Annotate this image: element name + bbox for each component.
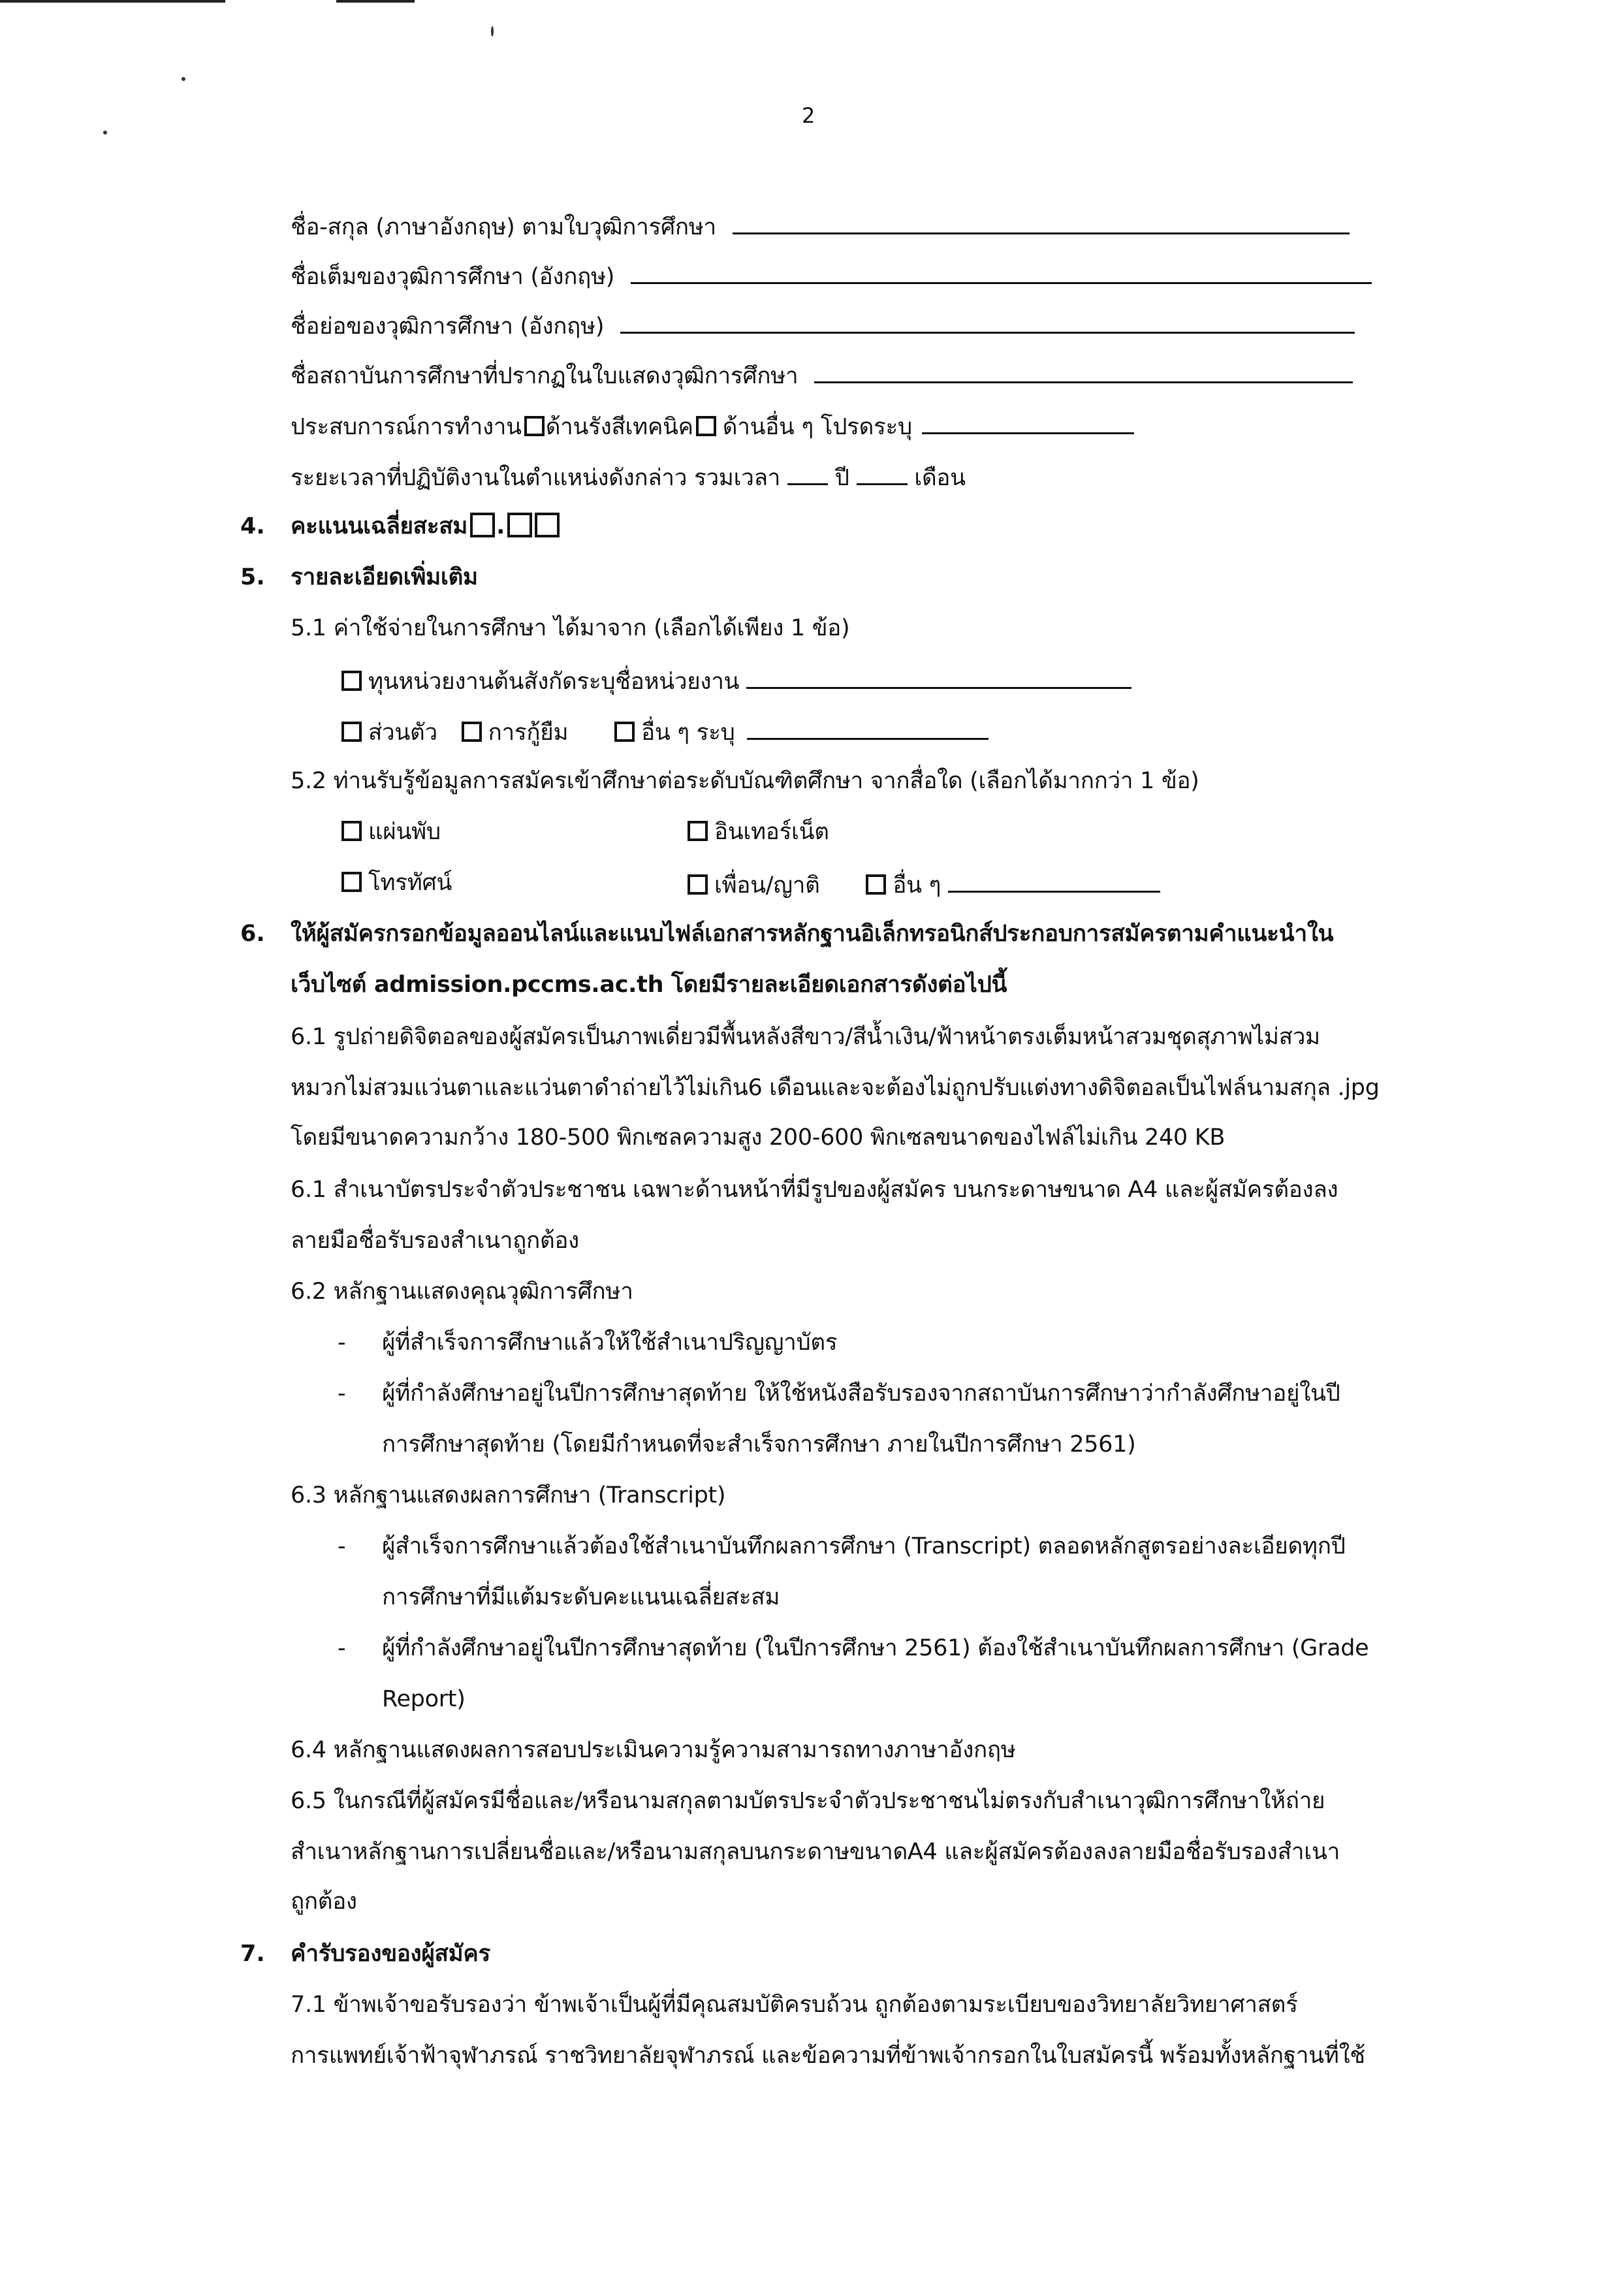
- experience-row: [291, 410, 1134, 441]
- gpa-digit-box[interactable]: [507, 513, 532, 537]
- section-4-number: 4.: [240, 513, 265, 539]
- expense-row-2: [341, 716, 989, 747]
- section-7-number: 7.: [240, 1941, 265, 1967]
- media-other-field[interactable]: [948, 869, 1160, 893]
- institution-row: [291, 359, 1353, 391]
- transcript-graduated-line2: การศึกษาที่มีแต้มระดับคะแนนเฉลี่ยสะสม: [382, 1584, 780, 1610]
- gpa-row: [291, 512, 560, 541]
- scan-speck: [103, 131, 107, 135]
- media-tv-label: โทรทัศน์: [368, 870, 452, 896]
- expense-row-1: [341, 665, 1131, 696]
- declaration-line1: 7.1 ข้าพเจ้าขอรับรองว่า ข้าพเจ้าเป็นผู้ที่มีคุณสมบัติครบถ้วน ถูกต้องตามระเบียบของวิทยาลัยวิทยาศาสตร์: [291, 1992, 1298, 2018]
- media-row-1: [341, 818, 441, 846]
- expense-agency-field[interactable]: [746, 665, 1131, 689]
- experience-other-label: ด้านอื่น ๆ โปรดระบุ: [722, 414, 912, 440]
- scan-edge-mark: [336, 0, 415, 3]
- section-6-number: 6.: [240, 921, 265, 947]
- media-other-label: อื่น ๆ: [893, 872, 942, 899]
- experience-other-field[interactable]: [922, 410, 1134, 434]
- media-row-2: [341, 869, 452, 897]
- expense-other-checkbox[interactable]: [614, 722, 635, 742]
- bullet-dash: -: [338, 1380, 346, 1407]
- media-brochure-checkbox[interactable]: [341, 821, 362, 841]
- photo-requirement-line2: หมวกไม่สวมแว่นตาและแว่นตาดำถ่ายไว้ไม่เกิน6 เดือนและจะต้องไม่ถูกปรับแต่งทางดิจิตอลเป็นไฟล์นามสกุล .jpg: [291, 1075, 1380, 1101]
- degree-full-field[interactable]: [631, 260, 1372, 284]
- media-internet-checkbox[interactable]: [688, 821, 708, 841]
- scan-speck: [491, 26, 494, 37]
- duration-years-field[interactable]: [787, 461, 828, 485]
- expense-agency-label: ทุนหน่วยงานต้นสังกัดระบุชื่อหน่วยงาน: [368, 669, 740, 695]
- expense-personal-label: ส่วนตัว: [368, 720, 437, 746]
- expense-other-label: อื่น ๆ ระบุ: [641, 720, 735, 746]
- section-7-title: คำรับรองของผู้สมัคร: [291, 1941, 490, 1967]
- experience-label: ประสบการณ์การทำงาน: [291, 414, 522, 440]
- bullet-dash: -: [338, 1533, 346, 1559]
- qualification-final-year-line2: การศึกษาสุดท้าย (โดยมีกำหนดที่จะสำเร็จการศึกษา ภายในปีการศึกษา 2561): [382, 1431, 1136, 1458]
- photo-requirement-line3: โดยมีขนาดความกว้าง 180-500 พิกเซลความสูง 200-600 พิกเซลขนาดของไฟล์ไม่เกิน 240 KB: [291, 1124, 1226, 1151]
- expense-other-field[interactable]: [747, 716, 989, 740]
- scan-edge-mark: [0, 0, 225, 3]
- declaration-line2: การแพทย์เจ้าฟ้าจุฬาภรณ์ ราชวิทยาลัยจุฬาภรณ์ และข้อความที่ข้าพเจ้ากรอกในใบสมัครนี้ พร้อมทั้งหลักฐานที่ใช้: [291, 2043, 1365, 2069]
- media-friend-checkbox[interactable]: [688, 874, 708, 895]
- qualification-graduated: ผู้ที่สำเร็จการศึกษาแล้วให้ใช้สำเนาปริญญาบัตร: [382, 1330, 838, 1356]
- institution-field[interactable]: [814, 359, 1353, 383]
- name-change-line3: ถูกต้อง: [291, 1889, 357, 1915]
- expense-personal-checkbox[interactable]: [341, 722, 362, 742]
- expense-question: 5.1 ค่าใช้จ่ายในการศึกษา ได้มาจาก (เลือกได้เพียง 1 ข้อ): [291, 615, 850, 641]
- institution-label: ชื่อสถาบันการศึกษาที่ปรากฏในใบแสดงวุฒิการศึกษา: [291, 363, 799, 389]
- degree-full-row: [291, 260, 1372, 291]
- id-card-requirement-line2: ลายมือชื่อรับรองสำเนาถูกต้อง: [291, 1228, 579, 1254]
- experience-radiology-checkbox[interactable]: [524, 416, 545, 436]
- english-name-label: ชื่อ-สกุล (ภาษาอังกฤษ) ตามใบวุฒิการศึกษา: [291, 214, 716, 240]
- media-row-2b: [688, 869, 1160, 900]
- name-change-line2: สำเนาหลักฐานการเปลี่ยนชื่อและ/หรือนามสกุลบนกระดาษขนาดA4 และผู้สมัครต้องลงลายมือชื่อรับรองสำเนา: [291, 1839, 1340, 1865]
- media-other-checkbox[interactable]: [866, 874, 886, 895]
- scan-speck: [182, 77, 185, 81]
- gpa-digit-box[interactable]: [470, 513, 495, 537]
- media-brochure-label: แผ่นพับ: [368, 819, 441, 845]
- duration-years-label: ปี: [834, 465, 849, 491]
- english-test-heading: 6.4 หลักฐานแสดงผลการสอบประเมินความรู้ความสามารถทางภาษาอังกฤษ: [291, 1737, 1016, 1763]
- media-internet-label: อินเทอร์เน็ต: [714, 819, 829, 845]
- degree-abbr-label: ชื่อย่อของวุฒิการศึกษา (อังกฤษ): [291, 313, 605, 340]
- expense-loan-checkbox[interactable]: [462, 722, 482, 742]
- experience-other-checkbox[interactable]: [696, 416, 716, 436]
- media-row-1b: [688, 818, 829, 846]
- gpa-digit-box[interactable]: [535, 513, 560, 537]
- expense-loan-label: การกู้ยืม: [488, 720, 569, 746]
- degree-full-label: ชื่อเต็มของวุฒิการศึกษา (อังกฤษ): [291, 264, 615, 290]
- duration-months-field[interactable]: [857, 461, 908, 485]
- section-6-title-line1: ให้ผู้สมัครกรอกข้อมูลออนไลน์และแนบไฟล์เอกสารหลักฐานอิเล็กทรอนิกส์ประกอบการสมัครตามคำแนะนำใน: [291, 921, 1334, 947]
- bullet-dash: -: [338, 1635, 346, 1661]
- page-number: 2: [802, 103, 815, 128]
- degree-abbr-field[interactable]: [620, 310, 1355, 334]
- media-friend-label: เพื่อน/ญาติ: [714, 872, 820, 899]
- english-name-row: [291, 210, 1350, 242]
- qualification-heading: 6.2 หลักฐานแสดงคุณวุฒิการศึกษา: [291, 1279, 633, 1305]
- duration-label: ระยะเวลาที่ปฏิบัติงานในตำแหน่งดังกล่าว รวมเวลา: [291, 465, 781, 491]
- photo-requirement-line1: 6.1 รูปถ่ายดิจิตอลของผู้สมัครเป็นภาพเดี่ยวมีพื้นหลังสีขาว/สีน้ำเงิน/ฟ้าหน้าตรงเต็มหน้าสวมชุดสุภาพไม่สวม: [291, 1024, 1320, 1050]
- bullet-dash: -: [338, 1330, 346, 1356]
- transcript-heading: 6.3 หลักฐานแสดงผลการศึกษา (Transcript): [291, 1482, 726, 1508]
- degree-abbr-row: [291, 310, 1355, 341]
- section-5-title: รายละเอียดเพิ่มเติม: [291, 564, 478, 590]
- transcript-final-year-line1: ผู้ที่กำลังศึกษาอยู่ในปีการศึกษาสุดท้าย (ในปีการศึกษา 2561) ต้องใช้สำเนาบันทึกผลการศึกษา (Grade: [382, 1635, 1369, 1661]
- duration-months-label: เดือน: [914, 465, 966, 491]
- qualification-final-year-line1: ผู้ที่กำลังศึกษาอยู่ในปีการศึกษาสุดท้าย ให้ใช้หนังสือรับรองจากสถาบันการศึกษาว่ากำลังศึกษาอยู่ในปี: [382, 1380, 1340, 1407]
- duration-row: [291, 461, 966, 492]
- media-tv-checkbox[interactable]: [341, 872, 362, 892]
- gpa-decimal-point: .: [496, 513, 505, 539]
- gpa-label: คะแนนเฉลี่ยสะสม: [291, 513, 468, 539]
- media-question: 5.2 ท่านรับรู้ข้อมูลการสมัครเข้าศึกษาต่อระดับบัณฑิตศึกษา จากสื่อใด (เลือกได้มากกว่า 1 ข้อ): [291, 768, 1199, 794]
- transcript-final-year-line2: Report): [382, 1686, 466, 1712]
- transcript-graduated-line1: ผู้สำเร็จการศึกษาแล้วต้องใช้สำเนาบันทึกผลการศึกษา (Transcript) ตลอดหลักสูตรอย่างละเอียดทุกปี: [382, 1533, 1346, 1559]
- expense-agency-checkbox[interactable]: [341, 671, 362, 691]
- section-6-title-line2: เว็บไซต์ admission.pccms.ac.th โดยมีรายละเอียดเอกสารดังต่อไปนี้: [291, 972, 1007, 998]
- experience-radiology-label: ด้านรังสีเทคนิค: [545, 414, 693, 440]
- id-card-requirement-line1: 6.1 สำเนาบัตรประจำตัวประชาชน เฉพาะด้านหน้าที่มีรูปของผู้สมัคร บนกระดาษขนาด A4 และผู้สมัครต้องลง: [291, 1177, 1338, 1203]
- name-change-line1: 6.5 ในกรณีที่ผู้สมัครมีชื่อและ/หรือนามสกุลตามบัตรประจำตัวประชาชนไม่ตรงกับสำเนาวุฒิการศึกษาให้ถ่าย: [291, 1788, 1325, 1814]
- section-5-number: 5.: [240, 564, 265, 590]
- english-name-field[interactable]: [733, 210, 1350, 234]
